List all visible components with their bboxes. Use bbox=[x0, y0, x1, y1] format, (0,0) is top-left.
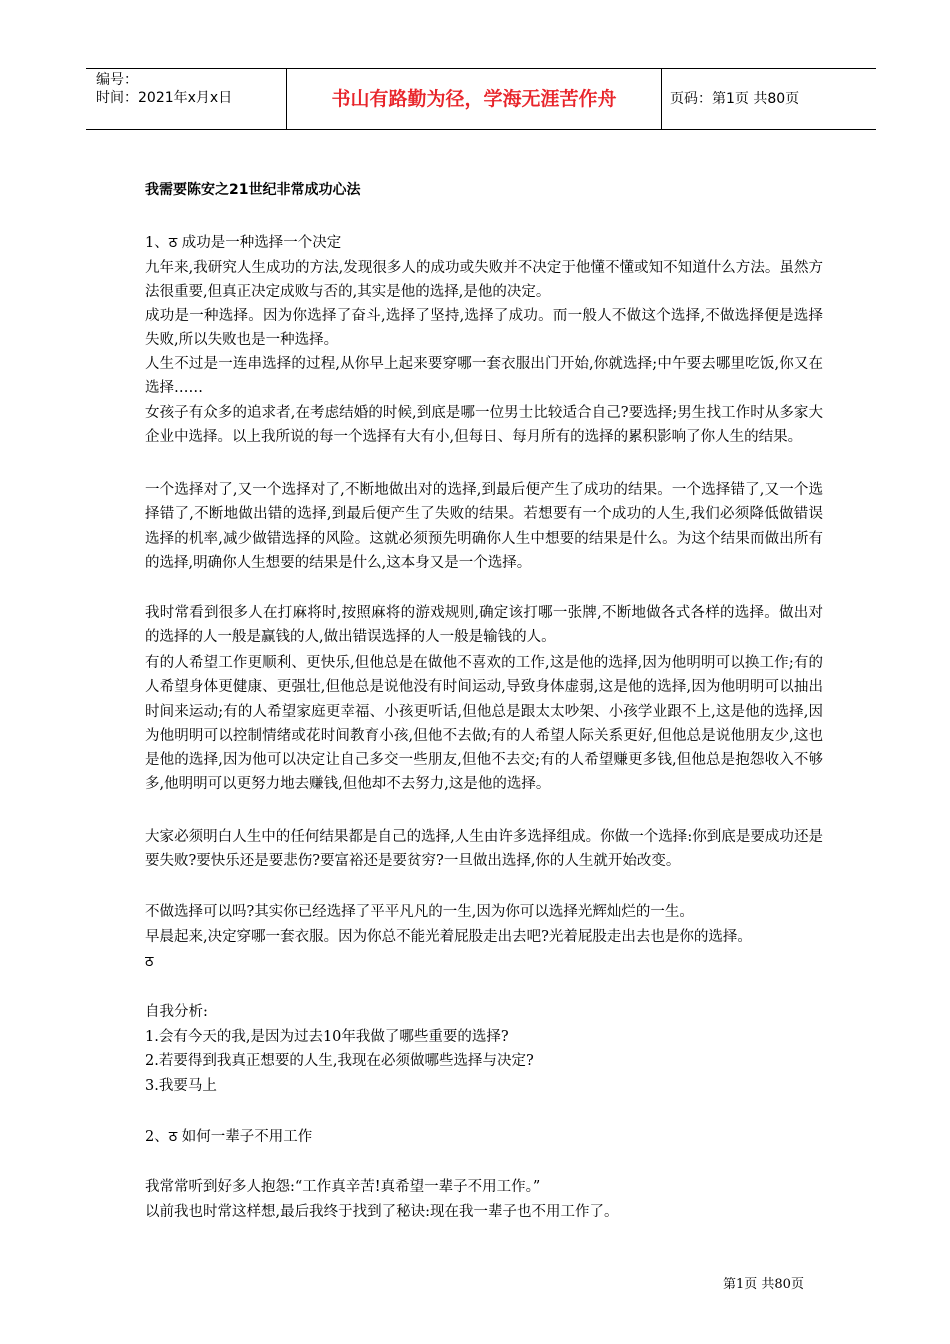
paragraph: 早晨起来,决定穿哪一套衣服。因为你总不能光着屁股走出去吧?光着屁股走出去也是你的选择。 bbox=[145, 929, 752, 945]
header-motto-cell bbox=[286, 69, 662, 129]
document-date-label: 时间：2021年x月x日 bbox=[96, 90, 233, 106]
paragraph: 不做选择可以吗?其实你已经选择了平平凡凡的一生,因为你可以选择光辉灿烂的一生。 bbox=[145, 904, 694, 920]
page-footer: 第1页 共80页 bbox=[723, 1277, 804, 1292]
paragraph: 成功是一种选择。因为你选择了奋斗,选择了坚持,选择了成功。而一般人不做这个选择,不做选择便是选择失败,所以失败也是一种选择。 bbox=[145, 308, 823, 349]
page-header bbox=[86, 68, 876, 130]
section-2-heading: 2、ठ 如何一辈子不用工作 bbox=[145, 1129, 313, 1145]
header-meta bbox=[86, 69, 286, 129]
paragraph: 有的人希望工作更顺利、更快乐,但他总是在做他不喜欢的工作,这是他的选择,因为他明明可以换工作;有的人希望身体更健康、更强壮,但他总是说他没有时间运动,导致身体虚弱,这是他的选择,因为他明明可以抽出时间来运动;有的人希望家庭更幸福、小孩更听话,但他总是跟太太吵架、小孩学业跟不上,这是他的选择,因为他明明可以控制情绪或花时间教育小孩,但他不去做;有的人希望人际关系更好,但他总是说他朋友少,这也是他的选择,因为他可以决定让自己多交一些朋友,但他不去交;有的人希望赚更多钱,但他总是抱怨收入不够多,他明明可以更努力地去赚钱,但他却不去努力,这是他的选择。 bbox=[145, 655, 823, 793]
paragraph: 人生不过是一连串选择的过程,从你早上起来要穿哪一套衣服出门开始,你就选择;中午要去哪里吃饭,你又在选择…… bbox=[145, 356, 823, 397]
paragraph: 我时常看到很多人在打麻将时,按照麻将的游戏规则,确定该打哪一张牌,不断地做各式各样的选择。做出对的选择的人一般是赢钱的人,做出错误选择的人一般是输钱的人。 bbox=[145, 605, 823, 646]
analysis-item: 1.会有今天的我,是因为过去10年我做了哪些重要的选择? bbox=[145, 1029, 509, 1045]
section-2-line: 以前我也时常这样想,最后我终于找到了秘诀:现在我一辈子也不用工作了。 bbox=[145, 1204, 619, 1220]
analysis-item: 2.若要得到我真正想要的人生,我现在必须做哪些选择与决定? bbox=[145, 1053, 534, 1069]
document-number-label: 编号： bbox=[96, 72, 138, 88]
section-2-line: 我常常听到好多人抱怨:“工作真辛苦!真希望一辈子不用工作。” bbox=[145, 1179, 541, 1195]
paragraph: 大家必须明白人生中的任何结果都是自己的选择,人生由许多选择组成。你做一个选择:你到底是要成功还是要失败?要快乐还是要悲伤?要富裕还是要贫穷?一旦做出选择,你的人生就开始改变。 bbox=[145, 829, 823, 870]
analysis-item: 3.我要马上 bbox=[145, 1078, 217, 1094]
section-1-heading: 1、ठ 成功是一种选择一个决定 bbox=[145, 235, 342, 251]
header-page-info: 页码：第1页 共80页 bbox=[670, 91, 800, 107]
header-motto: 书山有路勤为径，学海无涯苦作舟 bbox=[331, 88, 617, 110]
paragraph: 女孩子有众多的追求者,在考虑结婚的时候,到底是哪一位男士比较适合自己?要选择;男生找工作时从多家大企业中选择。以上我所说的每一个选择有大有小,但每日、每月所有的选择的累积影响了你人生的结果。 bbox=[145, 405, 823, 446]
analysis-title: 自我分析: bbox=[145, 1004, 208, 1020]
paragraph: 一个选择对了,又一个选择对了,不断地做出对的选择,到最后便产生了成功的结果。一个选择错了,又一个选择错了,不断地做出错的选择,到最后便产生了失败的结果。若想要有一个成功的人生,我们必须降低做错误选择的机率,减少做错选择的风险。这就必须预先明确你人生中想要的结果是什么。为这个结果而做出所有的选择,明确你人生想要的结果是什么,这本身又是一个选择。 bbox=[145, 482, 823, 571]
header-page-cell bbox=[661, 69, 876, 129]
section-end-mark: ठ bbox=[145, 954, 154, 970]
paragraph: 九年来,我研究人生成功的方法,发现很多人的成功或失败并不决定于他懂不懂或知不知道什么方法。虽然方法很重要,但真正决定成败与否的,其实是他的选择,是他的决定。 bbox=[145, 260, 823, 301]
document-title: 我需要陈安之21世纪非常成功心法 bbox=[145, 182, 361, 198]
